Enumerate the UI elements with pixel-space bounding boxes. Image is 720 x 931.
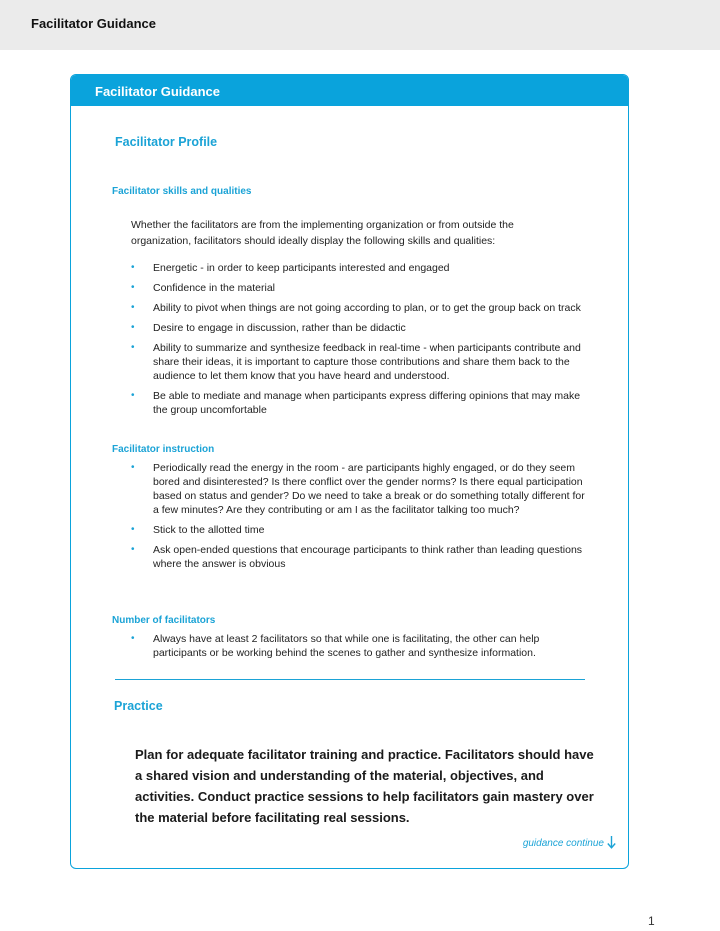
list-item: • Ask open-ended questions that encourage participants to think rather than leading questions where the answer is obvious bbox=[131, 544, 583, 570]
card-title: Facilitator Guidance bbox=[95, 84, 220, 99]
instruction-list bbox=[131, 461, 591, 577]
skills-intro-line-1: Whether the facilitators are from the implementing organization or from outside the bbox=[131, 219, 514, 231]
bullet-dot-icon: • bbox=[131, 282, 135, 293]
bullet-dot-icon: • bbox=[131, 390, 135, 401]
section-divider bbox=[115, 679, 585, 680]
bullet-dot-icon: • bbox=[131, 544, 135, 555]
page-header-title: Facilitator Guidance bbox=[31, 16, 156, 31]
bullet-dot-icon: • bbox=[131, 262, 135, 273]
profile-heading: Facilitator Profile bbox=[115, 135, 218, 149]
top-bar bbox=[0, 0, 720, 50]
skills-heading: Facilitator skills and qualities bbox=[112, 186, 252, 197]
list-item: • Ability to pivot when things are not going according to plan, or to get the group back on track bbox=[131, 302, 581, 314]
practice-text: Plan for adequate facilitator training and practice. Facilitators should have a shared vision and understanding of the material, objectives, and activities. Conduct practice sessions to help facilitators gain mastery over the material before facilitating real sessions. bbox=[135, 747, 594, 825]
continue-label: guidance continue bbox=[522, 838, 604, 849]
bullet-dot-icon: • bbox=[131, 342, 135, 353]
list-item: • Energetic - in order to keep participants interested and engaged bbox=[131, 262, 450, 274]
number-list bbox=[131, 632, 591, 666]
guidance-continue bbox=[523, 836, 616, 849]
skills-list bbox=[131, 261, 591, 423]
skills-intro-line-2: organization, facilitators should ideally display the following skills and qualities: bbox=[131, 235, 496, 247]
list-item: • Desire to engage in discussion, rather than be didactic bbox=[131, 322, 406, 334]
list-item: • Always have at least 2 facilitators so that while one is facilitating, the other can help participants or be working behind the scenes to gather and synthesize information. bbox=[131, 633, 540, 659]
arrow-down-icon bbox=[607, 836, 616, 849]
page-number: 1 bbox=[648, 914, 655, 928]
bullet-dot-icon: • bbox=[131, 524, 135, 535]
list-item: • Ability to summarize and synthesize feedback in real-time - when participants contribute and share their ideas, it is important to capture those contributions and share them back to the audience to let them know that you have heard and understood. bbox=[131, 342, 581, 382]
bullet-dot-icon: • bbox=[131, 302, 135, 313]
bullet-dot-icon: • bbox=[131, 322, 135, 333]
guidance-card bbox=[70, 74, 629, 869]
skills-intro bbox=[131, 217, 601, 249]
list-item: • Be able to mediate and manage when participants express differing opinions that may make the group uncomfortable bbox=[131, 390, 581, 416]
list-item: • Periodically read the energy in the room - are participants highly engaged, or do they seem bored and disinterested? Is there conflict over the gender norms? Is there equal participation based on status and gender? Do we need to take a break or do something totally different for a few minutes? Are they contributing or am I as the facilitator talking too much? bbox=[131, 462, 585, 516]
bullet-dot-icon: • bbox=[131, 462, 135, 473]
number-heading: Number of facilitators bbox=[112, 615, 216, 626]
card-header bbox=[71, 75, 628, 106]
instruction-heading: Facilitator instruction bbox=[112, 444, 215, 455]
list-item: • Stick to the allotted time bbox=[131, 524, 265, 536]
bullet-dot-icon: • bbox=[131, 633, 135, 644]
practice-heading: Practice bbox=[114, 699, 163, 713]
list-item: • Confidence in the material bbox=[131, 282, 275, 294]
